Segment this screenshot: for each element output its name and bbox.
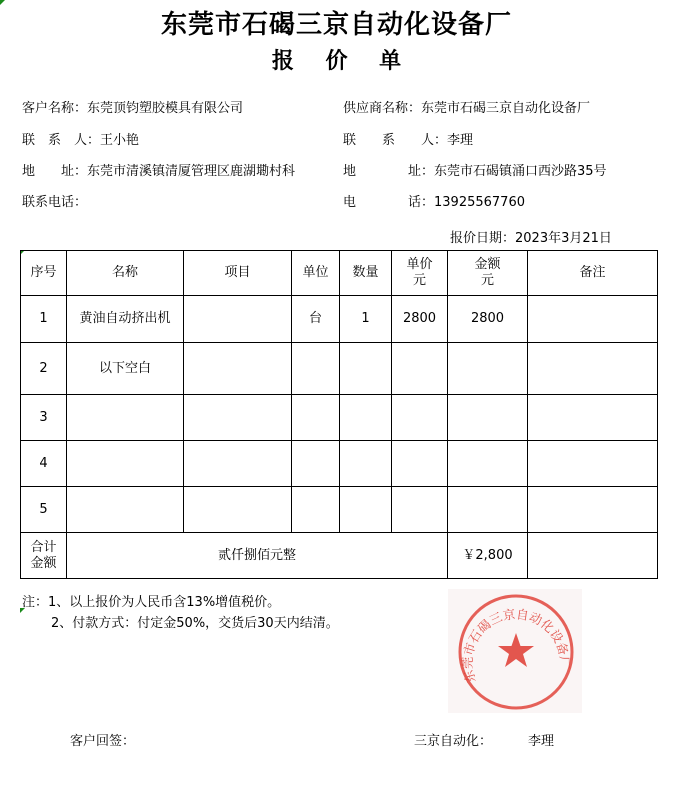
cell-unit <box>292 395 340 441</box>
cell-name <box>67 395 184 441</box>
seal-stamp-icon <box>448 589 582 713</box>
company-seal <box>448 589 582 713</box>
cell-item <box>184 487 292 533</box>
table-row <box>21 441 658 487</box>
table-row <box>21 296 658 343</box>
supplier-contact-value: 李理 <box>447 133 474 148</box>
cell-item <box>184 296 292 343</box>
supplier-phone-field <box>343 191 525 210</box>
cell-price <box>392 441 448 487</box>
cell-name: 以下空白 <box>67 343 184 395</box>
header-remark: 备注 <box>528 251 658 296</box>
customer-name-label: 客户名称： <box>22 101 88 116</box>
header-qty: 数量 <box>340 251 392 296</box>
cell-index: 2 <box>21 343 67 395</box>
total-row <box>21 533 658 579</box>
header-index: 序号 <box>21 251 67 296</box>
cell-name: 黄油自动挤出机 <box>67 296 184 343</box>
cell-amount <box>448 343 528 395</box>
cell-remark <box>528 343 658 395</box>
cell-index: 3 <box>21 395 67 441</box>
total-label-line2: 金额 <box>30 555 57 571</box>
seal-star-icon <box>498 633 534 667</box>
header-price-line1: 单价 <box>406 257 433 272</box>
company-title: 东莞市石碣三京自动化设备厂 <box>160 10 512 40</box>
customer-address-label: 地 址： <box>22 164 88 179</box>
cell-price <box>392 487 448 533</box>
customer-contact-label: 联 系 人： <box>22 133 101 148</box>
cell-remark <box>528 487 658 533</box>
supplier-address-label: 地 址： <box>343 164 435 179</box>
cell-amount: 2800 <box>448 296 528 343</box>
cell-qty <box>340 487 392 533</box>
table-header-row <box>21 251 658 296</box>
cell-index: 5 <box>21 487 67 533</box>
cell-qty <box>340 441 392 487</box>
total-label <box>21 533 67 579</box>
supplier-name-value: 东莞市石碣三京自动化设备厂 <box>421 101 591 116</box>
header-amount-line1: 金额 <box>474 257 501 272</box>
customer-contact-field <box>22 129 139 148</box>
total-amount-words: 贰仟捌佰元整 <box>67 533 448 579</box>
cell-name <box>67 441 184 487</box>
cell-item <box>184 343 292 395</box>
quote-date: 报价日期：2023年3月21日 <box>450 231 612 246</box>
cell-index: 4 <box>21 441 67 487</box>
header-unit: 单位 <box>292 251 340 296</box>
supplier-address-field <box>343 160 607 179</box>
quote-table <box>20 250 658 579</box>
supplier-name-label: 供应商名称： <box>343 101 422 116</box>
cell-amount <box>448 487 528 533</box>
header-price <box>392 251 448 296</box>
cell-price <box>392 395 448 441</box>
cell-remark <box>528 296 658 343</box>
cell-price <box>392 343 448 395</box>
cell-unit <box>292 487 340 533</box>
header-item: 项目 <box>184 251 292 296</box>
cell-qty: 1 <box>340 296 392 343</box>
customer-address-value: 东莞市清溪镇清厦管理区鹿湖墈村科 <box>87 164 296 179</box>
customer-phone-field <box>22 191 87 210</box>
cell-price: 2800 <box>392 296 448 343</box>
cell-item <box>184 395 292 441</box>
header-amount-line2: 元 <box>480 273 494 288</box>
cell-qty <box>340 343 392 395</box>
supplier-contact-label: 联 系 人： <box>343 133 448 148</box>
cell-unit <box>292 343 340 395</box>
seal-text: 东莞市石碣三京自动化设备厂 <box>459 606 573 685</box>
header-price-line2: 元 <box>412 273 426 288</box>
cell-index: 1 <box>21 296 67 343</box>
supplier-phone-value: 13925567760 <box>434 195 525 210</box>
cell-unit: 台 <box>292 296 340 343</box>
cell-remark <box>528 441 658 487</box>
note-line-2: 2、付款方式：付定金50%，交货后30天内结清。 <box>51 616 339 631</box>
customer-contact-value: 王小艳 <box>100 133 140 148</box>
supplier-contact-field <box>343 129 473 148</box>
cell-amount <box>448 441 528 487</box>
cell-amount <box>448 395 528 441</box>
note-line-1: 注：1、以上报价为人民币含13%增值税价。 <box>22 595 281 610</box>
table-row <box>21 395 658 441</box>
supplier-name-field <box>343 97 590 116</box>
total-label-line1: 合计 <box>30 539 57 555</box>
customer-address-field <box>22 160 295 179</box>
total-remark <box>528 533 658 579</box>
table-row <box>21 343 658 395</box>
supplier-address-value: 东莞市石碣镇涌口西沙路35号 <box>434 164 607 179</box>
supplier-phone-label: 电 话： <box>343 195 435 210</box>
customer-name-field <box>22 97 243 116</box>
header-name: 名称 <box>67 251 184 296</box>
cell-remark <box>528 395 658 441</box>
customer-phone-label: 联系电话： <box>22 195 88 210</box>
cell-qty <box>340 395 392 441</box>
cell-item <box>184 441 292 487</box>
header-amount <box>448 251 528 296</box>
table-row <box>21 487 658 533</box>
document-title: 报 价 单 <box>271 48 414 74</box>
total-amount-number: ￥2,800 <box>448 533 528 579</box>
cell-name <box>67 487 184 533</box>
cell-unit <box>292 441 340 487</box>
supplier-signature-label: 三京自动化： <box>414 734 493 749</box>
customer-signature-label: 客户回签： <box>70 734 136 749</box>
supplier-signature-name: 李理 <box>528 734 555 749</box>
customer-name-value: 东莞顶钧塑胶模具有限公司 <box>87 101 244 116</box>
